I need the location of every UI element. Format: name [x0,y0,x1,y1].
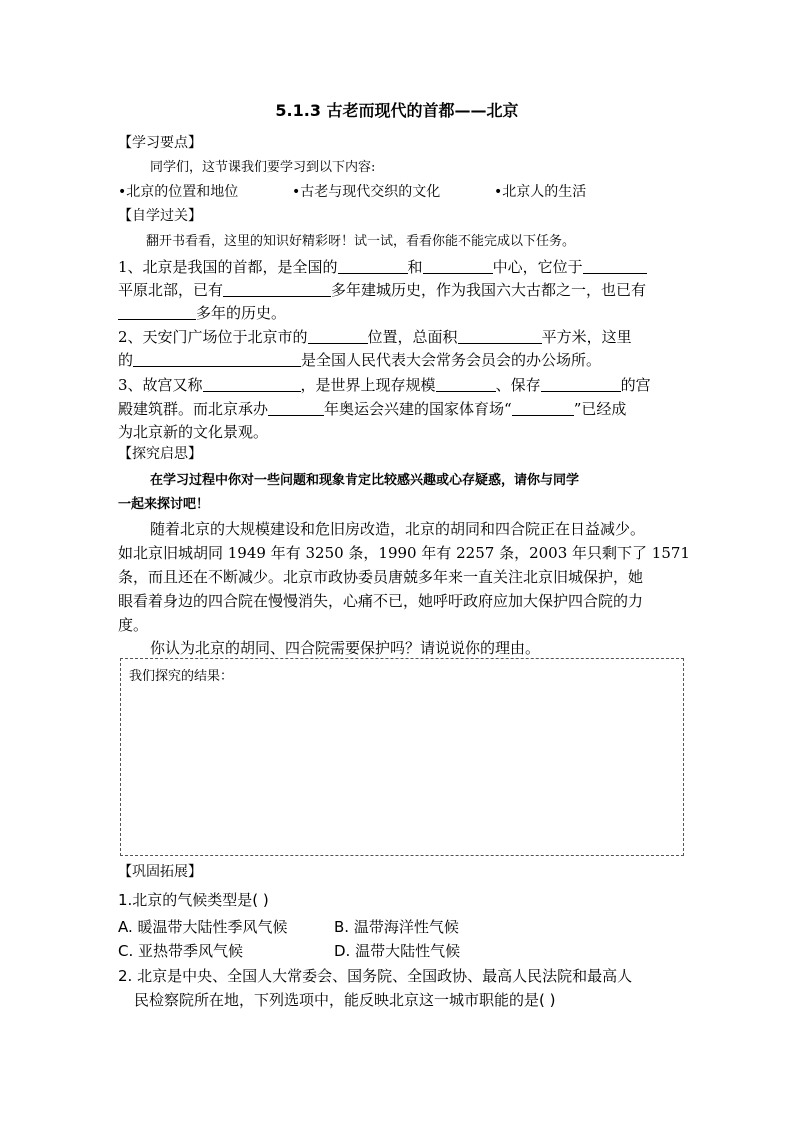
mc-option-c[interactable]: C. 亚热带季风气候 [118,942,244,960]
section-heading-self-study: 【自学过关】 [118,208,202,224]
section-heading-consolidate: 【巩固拓展】 [118,864,202,880]
explore-paragraph-line: 随着北京的大规模建设和危旧房改造，北京的胡同和四合院正在日益减少。 [150,520,646,538]
explore-paragraph-line: 如北京旧城胡同 1949 年有 3250 条，1990 年有 2257 条，2003 年只剩下了 1571 [118,544,690,562]
question-3-line-3: 为北京新的文化景观。 [118,423,269,441]
explore-paragraph-line: 眼看着身边的四合院在慢慢消失，心痛不已，她呼吁政府应加大保护四合院的力 [118,592,644,610]
mc-question-2-line-2: 民检察院所在地，下列选项中，能反映北京这一城市职能的是( ) [134,991,556,1009]
answer-box-label: 我们探究的结果： [129,669,234,684]
mc-option-b[interactable]: B. 温带海洋性气候 [334,918,459,936]
fill-blank[interactable] [133,352,301,367]
question-2-line-1: 2、天安门广场位于北京市的 位置，总面积 平方米，这里 [118,328,632,346]
mc-question-1: 1.北京的气候类型是( ) [118,891,269,909]
page-title: 5.1.3 古老而现代的首都——北京 [275,101,519,120]
section-heading-explore: 【探究启思】 [118,446,202,462]
self-study-intro: 翻开书看看，这里的知识好精彩呀！试一试，看看你能不能完成以下任务。 [146,234,576,249]
question-1-line-2: 平原北部，已有 多年建城历史，作为我国六大古都之一，也已有 [118,281,647,299]
question-2-line-2: 的 是全国人民代表大会常务会员会的办公场所。 [118,351,602,369]
fill-blank[interactable] [583,259,647,274]
key-points-intro: 同学们，这节课我们要学习到以下内容: [150,160,376,175]
question-3-line-2: 殿建筑群。而北京承办 年奥运会兴建的国家体育场“ ”已经成 [118,400,627,418]
mc-option-a[interactable]: A. 暖温带大陆性季风气候 [118,918,288,936]
fill-blank[interactable] [268,401,324,416]
fill-blank[interactable] [203,377,301,392]
mc-option-d[interactable]: D. 温带大陆性气候 [334,942,461,960]
explore-paragraph-line: 度。 [118,616,149,634]
fill-blank[interactable] [338,259,408,274]
fill-blank[interactable] [436,377,496,392]
explore-intro-line-2: 一起来探讨吧！ [118,497,210,512]
key-point-item: •北京人的生活 [494,184,587,200]
mc-question-2-line-1: 2. 北京是中央、全国人大常委会、国务院、全国政协、最高人民法院和最高人 [118,967,633,985]
explore-intro-line-1: 在学习过程中你对一些问题和现象肯定比较感兴趣或心存疑惑，请你与同学 [150,473,580,488]
fill-blank[interactable] [308,329,368,344]
explore-question: 你认为北京的胡同、四合院需要保护吗？请说说你的理由。 [150,639,541,657]
fill-blank[interactable] [512,401,574,416]
fill-blank[interactable] [223,282,331,297]
answer-box[interactable] [120,658,684,856]
fill-blank[interactable] [458,329,542,344]
question-3-line-1: 3、故宫又称 ，是世界上现存规模 、保存 的宫 [118,376,651,394]
section-heading-key-points: 【学习要点】 [118,135,202,151]
explore-paragraph-line: 条，而且还在不断减少。北京市政协委员唐兢多年来一直关注北京旧城保护，她 [118,568,644,586]
key-point-item: •古老与现代交织的文化 [292,184,441,200]
key-point-item: •北京的位置和地位 [118,184,239,200]
fill-blank[interactable] [423,259,493,274]
question-1-line-3: 多年的历史。 [118,302,286,324]
fill-blank[interactable] [118,305,196,320]
question-1-line-1: 1、北京是我国的首都，是全国的 和 中心，它位于 [118,256,647,278]
fill-blank[interactable] [541,377,621,392]
